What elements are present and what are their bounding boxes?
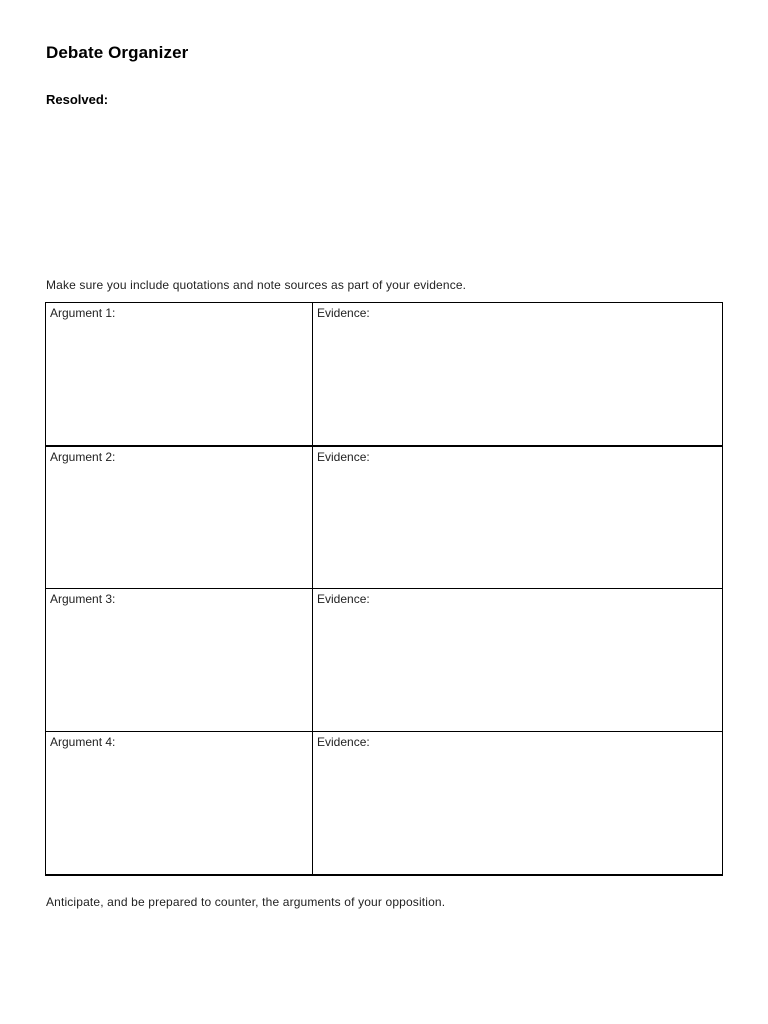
table-row <box>46 303 723 446</box>
evidence-cell-1[interactable] <box>313 303 723 446</box>
argument-cell-1[interactable] <box>46 303 313 446</box>
table-row <box>46 589 723 732</box>
evidence-label: Evidence: <box>317 735 370 749</box>
argument-label: Argument 2: <box>50 449 116 464</box>
argument-evidence-table <box>45 302 723 876</box>
evidence-label: Evidence: <box>317 306 370 320</box>
argument-label: Argument 3: <box>50 592 116 606</box>
table-row <box>46 732 723 875</box>
evidence-cell-3[interactable] <box>313 589 723 732</box>
argument-cell-4[interactable] <box>46 732 313 875</box>
closing-note: Anticipate, and be prepared to counter, the arguments of your opposition. <box>46 895 446 909</box>
resolved-label: Resolved: <box>46 92 109 107</box>
evidence-instruction: Make sure you include quotations and note sources as part of your evidence. <box>46 278 467 292</box>
argument-label: Argument 4: <box>50 735 116 749</box>
table-row <box>46 446 723 589</box>
evidence-label: Evidence: <box>317 592 370 606</box>
evidence-label: Evidence: <box>317 449 370 464</box>
evidence-cell-2[interactable] <box>313 446 723 589</box>
argument-cell-3[interactable] <box>46 589 313 732</box>
argument-label: Argument 1: <box>50 306 116 320</box>
page-title: Debate Organizer <box>46 43 189 62</box>
argument-cell-2[interactable] <box>46 446 313 589</box>
evidence-cell-4[interactable] <box>313 732 723 875</box>
